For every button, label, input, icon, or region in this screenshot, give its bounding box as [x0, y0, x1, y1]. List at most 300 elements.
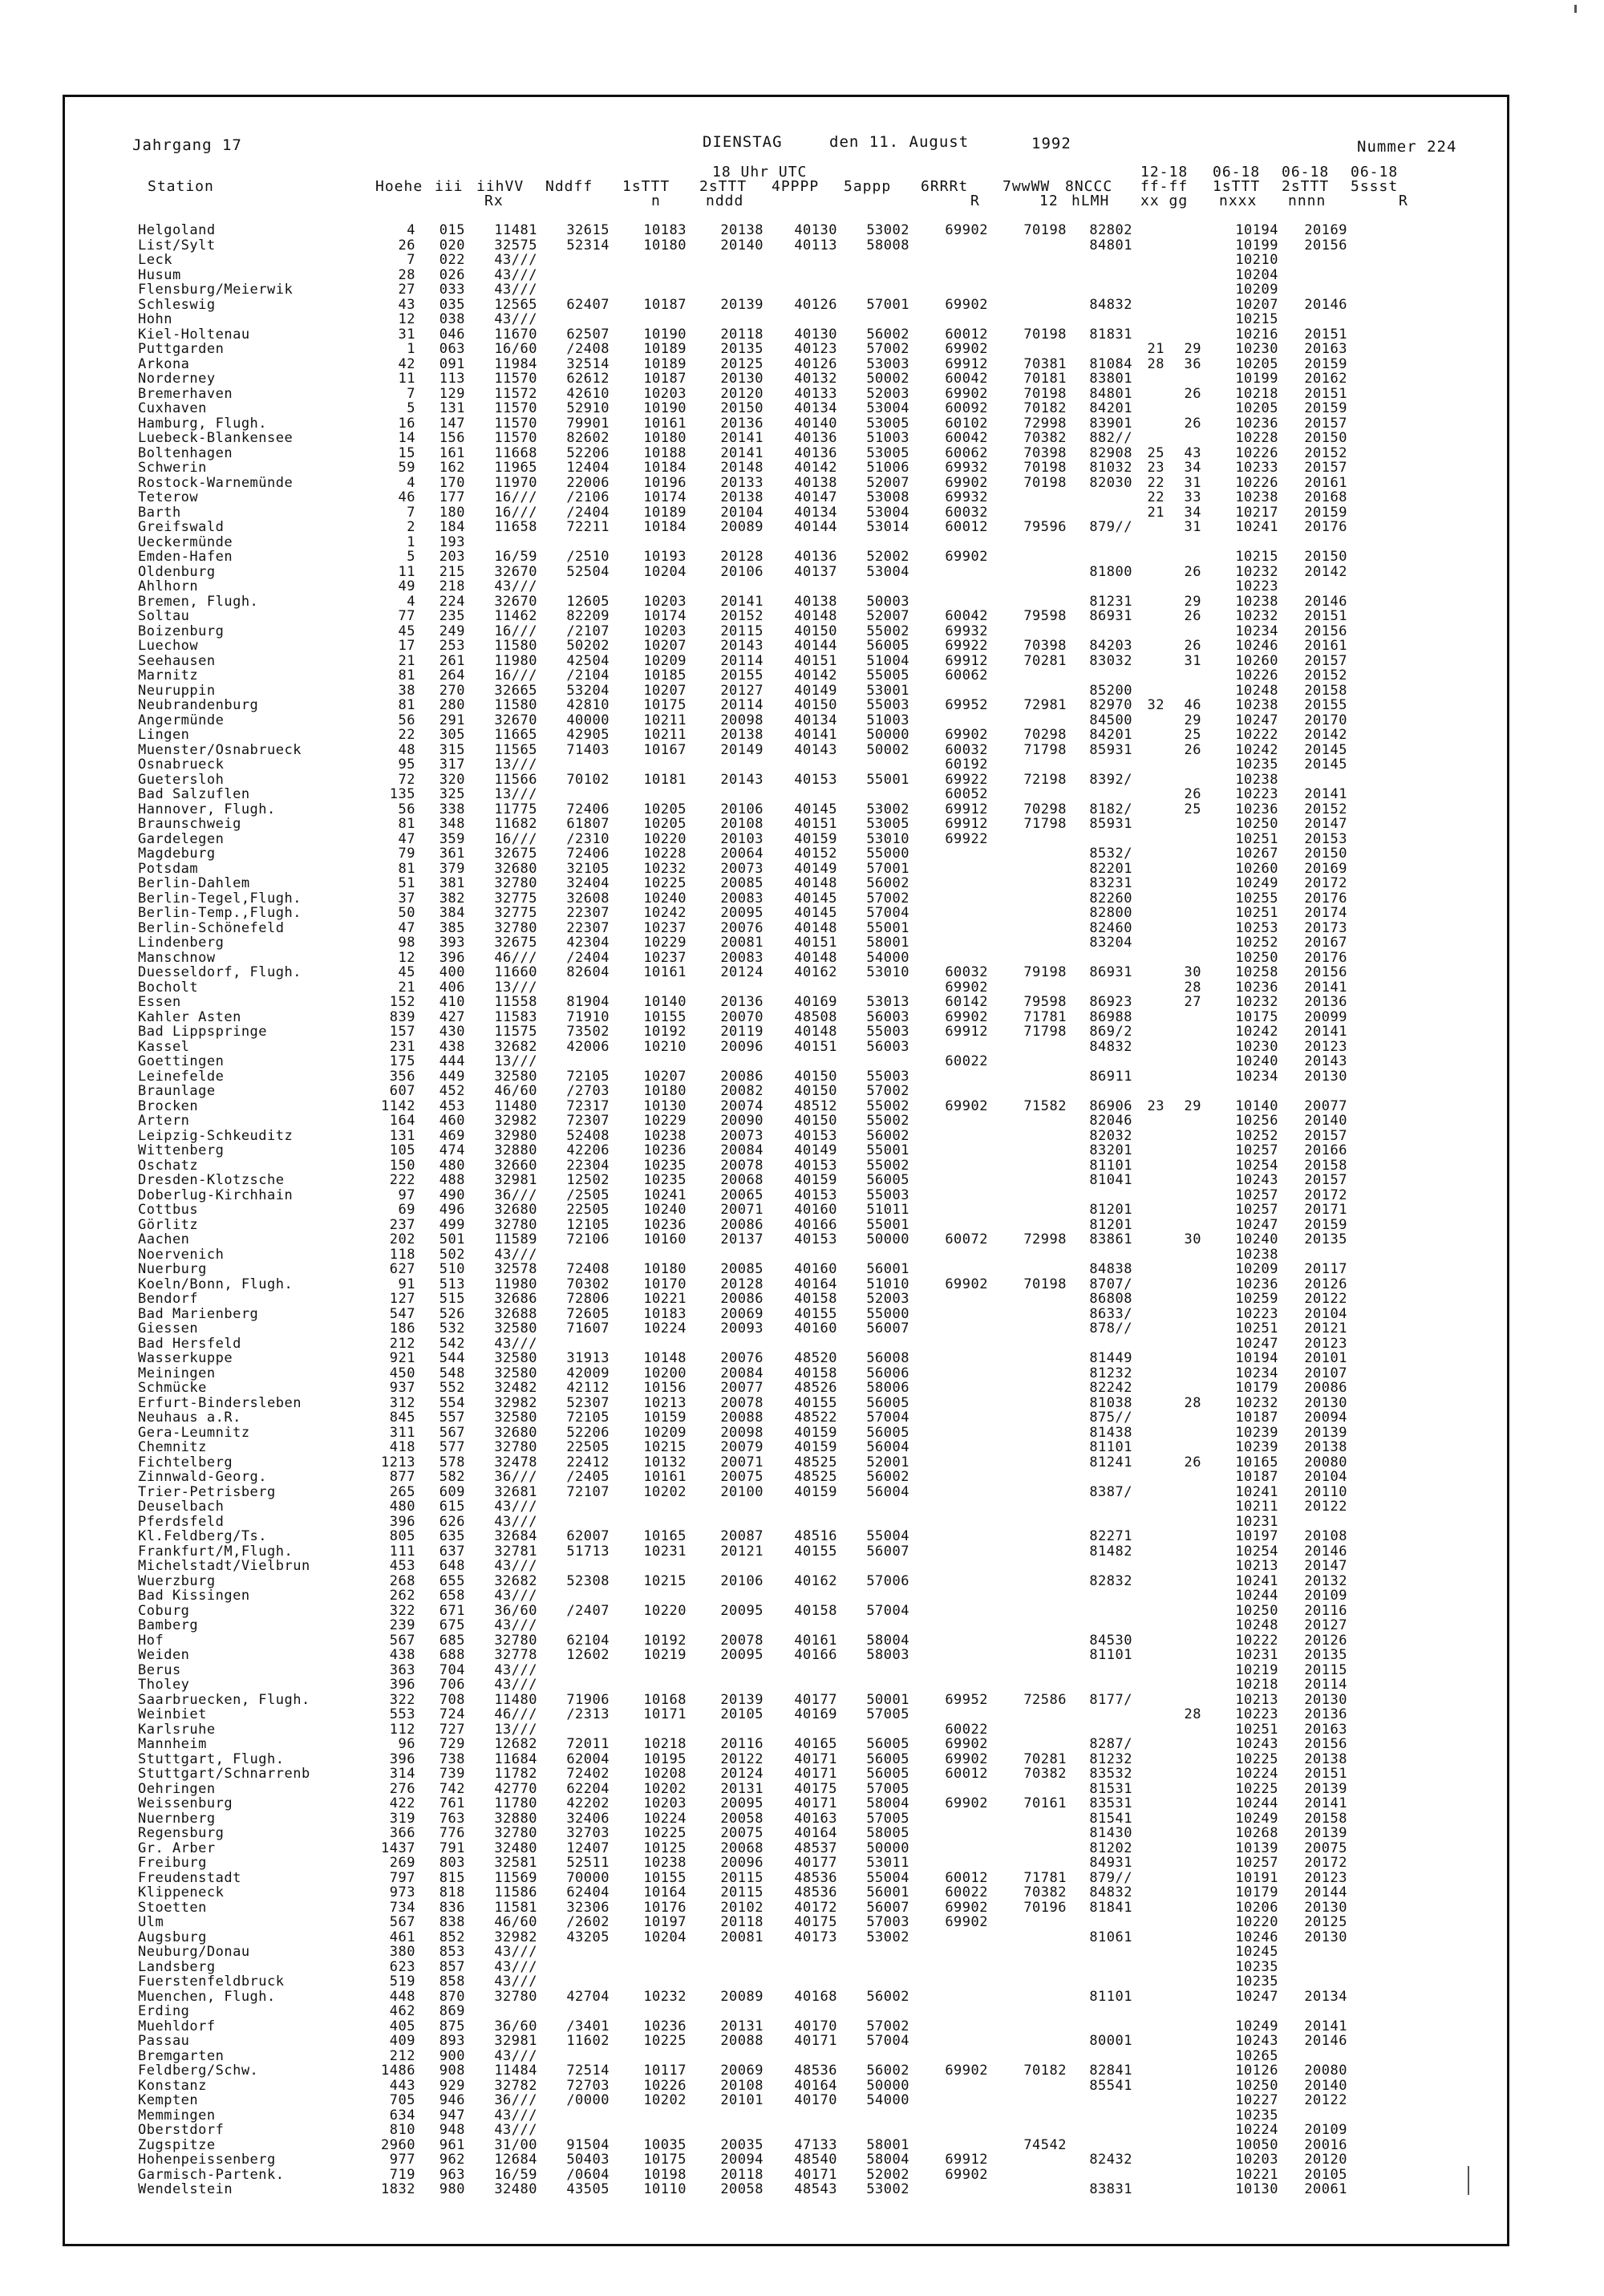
station-index: 980 — [439, 2181, 465, 2197]
clouds-8nccc: 8287/ — [1089, 1736, 1132, 1752]
weather-7wwww: 72981 — [1023, 697, 1067, 713]
station-index: 177 — [439, 489, 465, 505]
pressure-4pppp: 40136 — [794, 444, 837, 461]
clouds-8nccc: 81841 — [1089, 1899, 1132, 1916]
hoehe: 322 — [389, 1691, 415, 1708]
temp-1sttt: 10203 — [643, 593, 687, 610]
hoehe: 77 — [398, 608, 415, 624]
station-index: 410 — [439, 994, 465, 1010]
table-row — [138, 713, 1469, 728]
hoehe: 805 — [389, 1528, 415, 1544]
hoehe: 1213 — [381, 1454, 415, 1470]
clouds-8nccc: 84801 — [1089, 237, 1132, 254]
station-index: 393 — [439, 935, 465, 951]
station-index: 338 — [439, 801, 465, 817]
tendency-5appp: 56005 — [866, 1424, 909, 1441]
pressure-4pppp: 40134 — [794, 712, 837, 728]
pressure-4pppp: 40171 — [794, 1766, 837, 1782]
station-name: Magdeburg — [138, 846, 216, 862]
temp-1sttt: 10200 — [643, 1365, 687, 1381]
hoehe: 268 — [389, 1572, 415, 1589]
min-temp-2sttt: 20105 — [1304, 2166, 1347, 2183]
iihvv: 43/// — [494, 282, 537, 298]
table-row — [138, 446, 1469, 461]
pressure-4pppp: 40153 — [794, 1187, 837, 1203]
min-temp-2sttt: 20138 — [1304, 1439, 1347, 1455]
min-temp-2sttt: 20110 — [1304, 1483, 1347, 1500]
station-index: 156 — [439, 430, 465, 446]
iihvv: 36/60 — [494, 1602, 537, 1619]
table-row — [138, 684, 1469, 699]
table-row — [138, 476, 1469, 491]
min-temp-2sttt: 20132 — [1304, 1572, 1347, 1589]
pressure-4pppp: 40158 — [794, 1365, 837, 1381]
max-temp-1sttt: 10236 — [1235, 979, 1278, 996]
station-name: Ahlhorn — [138, 578, 199, 594]
temp-2sttt: 20086 — [720, 1291, 764, 1307]
pressure-4pppp: 40164 — [794, 1276, 837, 1292]
station-name: Boizenburg — [138, 623, 225, 639]
clouds-8nccc: 83032 — [1089, 652, 1132, 669]
temp-1sttt: 10167 — [643, 741, 687, 758]
iihvv: 16/59 — [494, 549, 537, 565]
station-index: 253 — [439, 638, 465, 654]
iihvv: 36/60 — [494, 2018, 537, 2034]
tendency-5appp: 53004 — [866, 400, 909, 416]
nddff: /2703 — [566, 1083, 610, 1099]
weather-7wwww: 70196 — [1023, 1899, 1067, 1916]
clouds-8nccc: 81101 — [1089, 1647, 1132, 1663]
pressure-4pppp: 40153 — [794, 1231, 837, 1247]
hoehe: 877 — [389, 1469, 415, 1485]
station-index: 438 — [439, 1038, 465, 1055]
station-index: 510 — [439, 1261, 465, 1277]
max-temp-1sttt: 10225 — [1235, 1750, 1278, 1767]
station-name: Deuselbach — [138, 1499, 225, 1515]
iihvv: 16/// — [494, 667, 537, 684]
station-name: Flensburg/Meierwik — [138, 282, 294, 298]
max-temp-1sttt: 10221 — [1235, 2166, 1278, 2183]
tendency-5appp: 50001 — [866, 1691, 909, 1708]
tendency-5appp: 58004 — [866, 1632, 909, 1649]
tendency-5appp: 56002 — [866, 1127, 909, 1144]
max-temp-1sttt: 10243 — [1235, 1736, 1278, 1752]
max-temp-1sttt: 10257 — [1235, 1187, 1278, 1203]
min-temp-2sttt: 20130 — [1304, 1068, 1347, 1085]
nddff: 22505 — [566, 1439, 610, 1455]
table-row — [138, 312, 1469, 327]
nddff: 52314 — [566, 237, 610, 254]
station-index: 803 — [439, 1855, 465, 1871]
tendency-5appp: 50000 — [866, 727, 909, 743]
table-row — [138, 1990, 1469, 2005]
iihvv: 32578 — [494, 1261, 537, 1277]
iihvv: 11581 — [494, 1899, 537, 1916]
gust-ff-2: 25 — [1184, 727, 1201, 743]
station-index: 513 — [439, 1276, 465, 1292]
hoehe: 5 — [407, 549, 415, 565]
table-row — [138, 1069, 1469, 1085]
clouds-8nccc: 84201 — [1089, 400, 1132, 416]
station-index: 724 — [439, 1706, 465, 1722]
clouds-8nccc: 82260 — [1089, 890, 1132, 907]
clouds-8nccc: 84931 — [1089, 1855, 1132, 1871]
station-index: 869 — [439, 2003, 465, 2019]
temp-1sttt: 10238 — [643, 1855, 687, 1871]
iihvv: 32775 — [494, 890, 537, 907]
nddff: 43505 — [566, 2181, 610, 2197]
station-index: 929 — [439, 2077, 465, 2094]
temp-1sttt: 10174 — [643, 489, 687, 505]
min-temp-2sttt: 20136 — [1304, 994, 1347, 1010]
station-index: 361 — [439, 846, 465, 862]
tendency-5appp: 53011 — [866, 1855, 909, 1871]
station-name: Lindenberg — [138, 935, 225, 951]
hoehe: 567 — [389, 1632, 415, 1649]
issue-number: Nummer 224 — [1357, 138, 1457, 156]
temp-2sttt: 20115 — [720, 623, 764, 639]
temp-2sttt: 20096 — [720, 1038, 764, 1055]
min-temp-2sttt: 20145 — [1304, 741, 1347, 758]
hoehe: 363 — [389, 1661, 415, 1678]
nddff: 42610 — [566, 385, 610, 402]
temp-2sttt: 20121 — [720, 1543, 764, 1560]
station-index: 382 — [439, 890, 465, 907]
station-index: 381 — [439, 875, 465, 891]
temp-1sttt: 10132 — [643, 1454, 687, 1470]
nddff: 52307 — [566, 1394, 610, 1411]
nddff: 72703 — [566, 2077, 610, 2094]
precip-6rrrt: 69902 — [945, 1097, 988, 1114]
iihvv: 11566 — [494, 771, 537, 788]
station-name: Bad Marienberg — [138, 1305, 259, 1322]
tendency-5appp: 53002 — [866, 801, 909, 817]
temp-1sttt: 10184 — [643, 460, 687, 476]
station-index: 963 — [439, 2166, 465, 2183]
temp-1sttt: 10196 — [643, 474, 687, 491]
table-row — [138, 935, 1469, 951]
table-row — [138, 1470, 1469, 1485]
min-temp-2sttt: 20080 — [1304, 1454, 1347, 1470]
nddff: 70102 — [566, 771, 610, 788]
max-temp-1sttt: 10246 — [1235, 1929, 1278, 1945]
table-row — [138, 1856, 1469, 1871]
tendency-5appp: 53014 — [866, 519, 909, 535]
hoehe: 152 — [389, 994, 415, 1010]
min-temp-2sttt: 20125 — [1304, 1914, 1347, 1930]
pressure-4pppp: 40126 — [794, 296, 837, 313]
tendency-5appp: 56005 — [866, 1394, 909, 1411]
station-name: Helgoland — [138, 222, 216, 238]
station-name: Dresden-Klotzsche — [138, 1172, 285, 1188]
hoehe: 973 — [389, 1884, 415, 1900]
hoehe: 127 — [389, 1291, 415, 1307]
nddff: 22307 — [566, 919, 610, 936]
pressure-4pppp: 40147 — [794, 489, 837, 505]
max-temp-1sttt: 10247 — [1235, 1335, 1278, 1352]
clouds-8nccc: 86808 — [1089, 1291, 1132, 1307]
tendency-5appp: 55001 — [866, 771, 909, 788]
clouds-8nccc: 83532 — [1089, 1766, 1132, 1782]
tendency-5appp: 55003 — [866, 1187, 909, 1203]
nddff: 52504 — [566, 563, 610, 580]
min-temp-2sttt: 20126 — [1304, 1632, 1347, 1649]
min-temp-2sttt: 20162 — [1304, 371, 1347, 387]
station-name: Hannover, Flugh. — [138, 801, 276, 817]
table-row — [138, 1618, 1469, 1633]
station-name: Bremgarten — [138, 2047, 225, 2064]
iihvv: 32482 — [494, 1380, 537, 1396]
pressure-4pppp: 48536 — [794, 1884, 837, 1900]
pressure-4pppp: 40164 — [794, 2077, 837, 2094]
hoehe: 418 — [389, 1439, 415, 1455]
max-temp-1sttt: 10209 — [1235, 1261, 1278, 1277]
precip-6rrrt: 69902 — [945, 296, 988, 313]
pressure-4pppp: 40158 — [794, 1602, 837, 1619]
table-row — [138, 846, 1469, 862]
clouds-8nccc: 82046 — [1089, 1113, 1132, 1129]
min-temp-2sttt: 20163 — [1304, 1721, 1347, 1738]
temp-1sttt: 10180 — [643, 1083, 687, 1099]
hoehe: 4 — [407, 474, 415, 491]
station-name: Kl.Feldberg/Ts. — [138, 1528, 268, 1544]
station-name: Augsburg — [138, 1929, 207, 1945]
station-index: 961 — [439, 2136, 465, 2153]
pressure-4pppp: 40141 — [794, 727, 837, 743]
iihvv: 32980 — [494, 1127, 537, 1144]
temp-2sttt: 20114 — [720, 652, 764, 669]
precip-6rrrt: 69912 — [945, 1024, 988, 1040]
precip-6rrrt: 69902 — [945, 549, 988, 565]
temp-2sttt: 20102 — [720, 1899, 764, 1916]
tendency-5appp: 53004 — [866, 504, 909, 521]
tendency-5appp: 52007 — [866, 608, 909, 624]
temp-1sttt: 10176 — [643, 1899, 687, 1916]
hoehe: 4 — [407, 593, 415, 610]
table-row — [138, 1588, 1469, 1604]
precip-6rrrt: 60032 — [945, 964, 988, 980]
pressure-4pppp: 47133 — [794, 2136, 837, 2153]
station-index: 501 — [439, 1231, 465, 1247]
temp-1sttt: 10202 — [643, 1483, 687, 1500]
table-row — [138, 832, 1469, 847]
nddff: 70000 — [566, 1869, 610, 1886]
precip-6rrrt: 69922 — [945, 771, 988, 788]
max-temp-1sttt: 10251 — [1235, 830, 1278, 847]
clouds-8nccc: 81038 — [1089, 1394, 1132, 1411]
station-name: Bad Kissingen — [138, 1588, 250, 1604]
iihvv: 11984 — [494, 355, 537, 372]
min-temp-2sttt: 20158 — [1304, 1810, 1347, 1827]
max-temp-1sttt: 10235 — [1235, 757, 1278, 773]
max-temp-1sttt: 10250 — [1235, 2077, 1278, 2094]
min-temp-2sttt: 20152 — [1304, 667, 1347, 684]
weather-7wwww: 72586 — [1023, 1691, 1067, 1708]
max-temp-1sttt: 10220 — [1235, 1914, 1278, 1930]
table-row — [138, 1455, 1469, 1470]
min-temp-2sttt: 20107 — [1304, 1365, 1347, 1381]
tendency-5appp: 56002 — [866, 1469, 909, 1485]
tendency-5appp: 50003 — [866, 593, 909, 610]
clouds-8nccc: 81430 — [1089, 1825, 1132, 1841]
temp-2sttt: 20085 — [720, 1261, 764, 1277]
table-row — [138, 1915, 1469, 1930]
min-temp-2sttt: 20159 — [1304, 400, 1347, 416]
min-temp-2sttt: 20168 — [1304, 489, 1347, 505]
pressure-4pppp: 40130 — [794, 326, 837, 343]
min-temp-2sttt: 20156 — [1304, 1736, 1347, 1752]
table-row — [138, 1752, 1469, 1767]
pressure-4pppp: 40151 — [794, 935, 837, 951]
clouds-8nccc: 81241 — [1089, 1454, 1132, 1470]
table-row — [138, 787, 1469, 802]
nddff: 22006 — [566, 474, 610, 491]
station-name: Neuburg/Donau — [138, 1944, 250, 1960]
weather-7wwww: 70198 — [1023, 385, 1067, 402]
clouds-8nccc: 81201 — [1089, 1216, 1132, 1233]
precip-6rrrt: 69922 — [945, 830, 988, 847]
min-temp-2sttt: 20161 — [1304, 474, 1347, 491]
station-index: 858 — [439, 1974, 465, 1990]
station-index: 658 — [439, 1588, 465, 1604]
hoehe: 81 — [398, 816, 415, 832]
hoehe: 396 — [389, 1750, 415, 1767]
pressure-4pppp: 40153 — [794, 1127, 837, 1144]
tendency-5appp: 57004 — [866, 1410, 909, 1426]
temp-1sttt: 10232 — [643, 1988, 687, 2005]
tendency-5appp: 57001 — [866, 296, 909, 313]
iihvv: 11589 — [494, 1231, 537, 1247]
min-temp-2sttt: 20170 — [1304, 712, 1347, 728]
max-temp-1sttt: 10206 — [1235, 1899, 1278, 1916]
temp-2sttt: 20131 — [720, 1780, 764, 1797]
clouds-8nccc: 869/2 — [1089, 1024, 1132, 1040]
pressure-4pppp: 40136 — [794, 430, 837, 446]
temp-1sttt: 10189 — [643, 504, 687, 521]
station-name: Erfurt-Bindersleben — [138, 1394, 302, 1411]
station-index: 261 — [439, 652, 465, 669]
iihvv: 43/// — [494, 2047, 537, 2064]
tendency-5appp: 52003 — [866, 385, 909, 402]
hoehe: 47 — [398, 830, 415, 847]
iihvv: 11570 — [494, 400, 537, 416]
station-name: Karlsruhe — [138, 1721, 216, 1738]
min-temp-2sttt: 20146 — [1304, 1543, 1347, 1560]
iihvv: 11670 — [494, 326, 537, 343]
temp-1sttt: 10236 — [643, 2018, 687, 2034]
iihvv: 43/// — [494, 266, 537, 283]
station-name: Fuerstenfeldbruck — [138, 1974, 285, 1990]
iihvv: 32981 — [494, 2033, 537, 2049]
pressure-4pppp: 40150 — [794, 1113, 837, 1129]
table-row — [138, 550, 1469, 565]
iihvv: 12684 — [494, 2152, 537, 2168]
iihvv: 32780 — [494, 875, 537, 891]
temp-2sttt: 20098 — [720, 1424, 764, 1441]
table-row — [138, 1010, 1469, 1025]
temp-1sttt: 10195 — [643, 1750, 687, 1767]
max-temp-1sttt: 10267 — [1235, 846, 1278, 862]
temp-2sttt: 20155 — [720, 667, 764, 684]
max-temp-1sttt: 10256 — [1235, 1113, 1278, 1129]
tendency-5appp: 57002 — [866, 2018, 909, 2034]
min-temp-2sttt: 20174 — [1304, 905, 1347, 921]
station-index: 396 — [439, 949, 465, 966]
temp-1sttt: 10241 — [643, 1187, 687, 1203]
max-temp-1sttt: 10226 — [1235, 474, 1278, 491]
temp-1sttt: 10159 — [643, 1410, 687, 1426]
iihvv: 32670 — [494, 593, 537, 610]
max-temp-1sttt: 10232 — [1235, 994, 1278, 1010]
temp-1sttt: 10190 — [643, 326, 687, 343]
hoehe: 43 — [398, 296, 415, 313]
tendency-5appp: 56007 — [866, 1543, 909, 1560]
nddff: /2404 — [566, 949, 610, 966]
station-name: Osnabrueck — [138, 757, 225, 773]
hoehe: 31 — [398, 326, 415, 343]
station-index: 046 — [439, 326, 465, 343]
max-temp-1sttt: 10243 — [1235, 2033, 1278, 2049]
max-temp-1sttt: 10230 — [1235, 341, 1278, 357]
station-name: Goettingen — [138, 1053, 225, 1069]
temp-2sttt: 20135 — [720, 341, 764, 357]
station-name: Meiningen — [138, 1365, 216, 1381]
station-name: Ulm — [138, 1914, 164, 1930]
station-name: Pferdsfeld — [138, 1513, 225, 1530]
col-hoehe: Hoehe — [375, 178, 423, 195]
weather-7wwww: 79598 — [1023, 994, 1067, 1010]
min-temp-2sttt: 20176 — [1304, 519, 1347, 535]
hoehe: 12 — [398, 311, 415, 327]
max-temp-1sttt: 10217 — [1235, 504, 1278, 521]
temp-2sttt: 20105 — [720, 1706, 764, 1722]
temp-2sttt: 20137 — [720, 1231, 764, 1247]
station-index: 946 — [439, 2092, 465, 2108]
temp-1sttt: 10188 — [643, 444, 687, 461]
iihvv: 42770 — [494, 1780, 537, 1797]
nddff: 71906 — [566, 1691, 610, 1708]
nddff: /2510 — [566, 549, 610, 565]
temp-1sttt: 10183 — [643, 1305, 687, 1322]
min-temp-2sttt: 20016 — [1304, 2136, 1347, 2153]
precip-6rrrt: 69932 — [945, 460, 988, 476]
table-row — [138, 298, 1469, 313]
station-index: 615 — [439, 1499, 465, 1515]
station-index: 548 — [439, 1365, 465, 1381]
tendency-5appp: 57003 — [866, 1914, 909, 1930]
table-row — [138, 1203, 1469, 1218]
hoehe: 4 — [407, 222, 415, 238]
max-temp-1sttt: 10247 — [1235, 1988, 1278, 2005]
gust-ff-2: 31 — [1184, 519, 1201, 535]
iihvv: 32580 — [494, 1365, 537, 1381]
iihvv: 11586 — [494, 1884, 537, 1900]
max-temp-1sttt: 10232 — [1235, 1394, 1278, 1411]
temp-1sttt: 10187 — [643, 371, 687, 387]
hoehe: 623 — [389, 1958, 415, 1975]
station-name: Bremen, Flugh. — [138, 593, 259, 610]
hoehe: 112 — [389, 1721, 415, 1738]
station-index: 359 — [439, 830, 465, 847]
col-x1-top: 06-18 — [1213, 164, 1261, 181]
gust-ff-2: 26 — [1184, 415, 1201, 432]
time-caption: 18 Uhr UTC — [712, 164, 808, 181]
clouds-8nccc: 82460 — [1089, 919, 1132, 936]
precip-6rrrt: 69952 — [945, 1691, 988, 1708]
pressure-4pppp: 40150 — [794, 623, 837, 639]
iihvv: 43/// — [494, 2107, 537, 2124]
weekday: DIENSTAG — [703, 133, 783, 151]
